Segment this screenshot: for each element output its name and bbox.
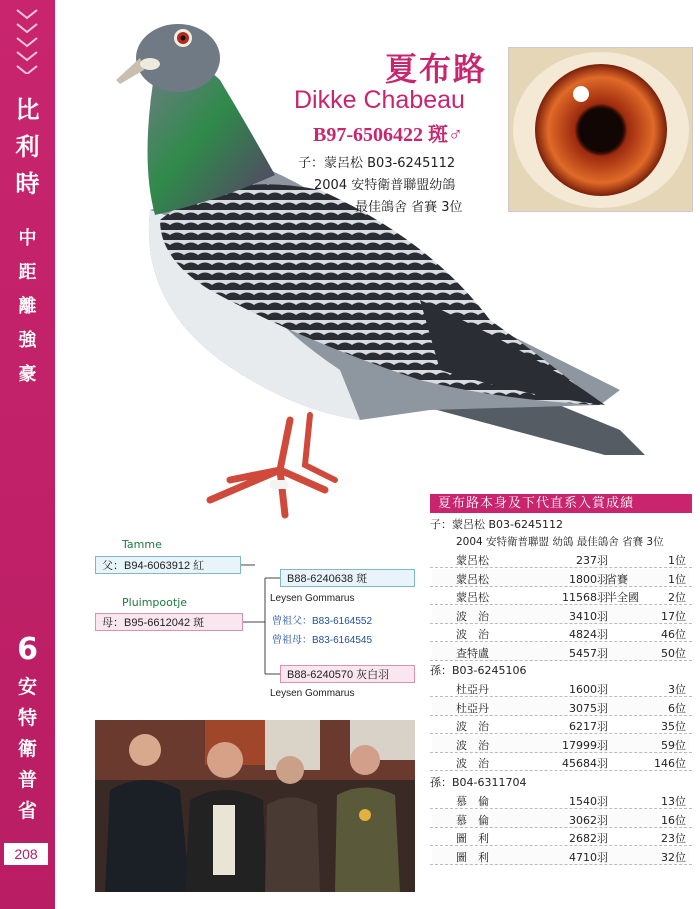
result-pigeon-name: 杜亞丹 — [456, 701, 489, 715]
grandmother-breeder: Leysen Gommarus — [270, 688, 355, 699]
ring-number: B97-6506422 斑♂ — [313, 124, 463, 146]
pigeon-eye-photo — [508, 47, 693, 212]
row-divider — [430, 660, 692, 661]
pigeon-name-english: Dikke Chabeau — [294, 86, 465, 114]
result-pigeon-name: 慕 倫 — [456, 795, 489, 808]
great-grandfather: 曾祖父：B83-6164552 — [272, 616, 373, 627]
great-grandmother: 曾祖母：B83-6164545 — [272, 635, 373, 646]
result-place: 59位 — [661, 738, 686, 752]
result-row — [432, 624, 690, 642]
result-pigeon-name: 慕 倫 — [456, 813, 489, 827]
result-row — [432, 716, 690, 734]
result-row — [432, 791, 690, 809]
result-pigeon-name: 圖 利 — [456, 850, 489, 864]
result-row — [432, 828, 690, 846]
result-place: 6位 — [668, 701, 686, 715]
result-bird-count: 6217羽 — [569, 720, 608, 733]
achievement-line-1: 2004 安特衛普聯盟幼鴿 — [314, 178, 456, 193]
result-race-level: 省賽 — [606, 572, 628, 586]
father-name: Tamme — [122, 538, 162, 551]
result-bird-count: 3075羽 — [569, 701, 608, 715]
sidebar-chapter-number: 6 — [17, 632, 38, 667]
result-place: 23位 — [661, 832, 686, 845]
result-bird-count: 45684羽 — [562, 757, 608, 770]
result-place: 32位 — [661, 850, 686, 864]
result-row — [432, 847, 690, 865]
sidebar-country: 比 利 時 — [15, 96, 40, 198]
offspring-line: 子：蒙呂松 B03-6245112 — [298, 156, 456, 171]
row-divider — [430, 770, 692, 771]
result-place: 146位 — [654, 757, 686, 770]
result-bird-count: 4824羽 — [569, 628, 608, 641]
result-row — [432, 587, 690, 605]
result-bird-count: 11568羽 — [562, 591, 608, 604]
result-pigeon-name: 蒙呂松 — [456, 554, 489, 567]
achievement-line-2: 最佳鴿舍 省賽 3位 — [355, 200, 463, 215]
result-bird-count: 237羽 — [576, 554, 608, 567]
pigeon-name-chinese: 夏布路 — [385, 50, 488, 88]
result-row — [432, 753, 690, 771]
grandfather-breeder: Leysen Gommarus — [270, 593, 355, 604]
result-row — [432, 810, 690, 828]
result-bird-count: 4710羽 — [569, 850, 608, 864]
result-row — [432, 679, 690, 697]
result-row — [432, 569, 690, 587]
result-bird-count: 3062羽 — [569, 813, 608, 827]
result-bird-count: 17999羽 — [562, 738, 608, 752]
grandmother-box: B88-6240570 灰白羽 — [280, 665, 415, 683]
result-pigeon-name: 波 治 — [456, 720, 489, 733]
result-place: 13位 — [661, 795, 686, 808]
result-pigeon-name: 蒙呂松 — [456, 591, 489, 604]
results-header: 夏布路本身及下代直系入賞成績 — [430, 494, 692, 513]
sidebar — [0, 0, 55, 909]
results-section-3: 孫：B04-6311704 — [430, 776, 527, 789]
result-place: 2位 — [668, 591, 686, 604]
results-section-1-note: 2004 安特衛普聯盟 幼鴿 最佳鴿舍 省賽 3位 — [456, 536, 664, 548]
result-bird-count: 1800羽 — [569, 572, 608, 586]
result-place: 3位 — [668, 683, 686, 696]
result-pigeon-name: 波 治 — [456, 628, 489, 641]
result-place: 50位 — [661, 646, 686, 660]
result-bird-count: 5457羽 — [569, 646, 608, 660]
result-row — [432, 698, 690, 716]
results-section-2: 孫：B03-6245106 — [430, 664, 527, 677]
mother-name: Pluimpootje — [122, 596, 188, 609]
result-pigeon-name: 查特盧 — [456, 646, 489, 660]
result-row — [432, 643, 690, 661]
result-bird-count: 3410羽 — [569, 609, 608, 623]
result-bird-count: 1600羽 — [569, 683, 608, 696]
result-pigeon-name: 杜亞丹 — [456, 683, 489, 696]
result-race-level: 半全國 — [606, 591, 639, 604]
result-place: 35位 — [661, 720, 686, 733]
decorative-chevrons — [14, 4, 40, 74]
award-ceremony-photo — [95, 720, 415, 892]
result-bird-count: 2682羽 — [569, 832, 608, 845]
father-box: 父：B94-6063912 紅 — [95, 556, 241, 574]
result-pigeon-name: 圖 利 — [456, 832, 489, 845]
grandfather-box: B88-6240638 斑 — [280, 569, 415, 587]
result-place: 17位 — [661, 609, 686, 623]
result-row — [432, 735, 690, 753]
results-section-1: 子：蒙呂松 B03-6245112 — [430, 518, 563, 531]
row-divider — [430, 864, 692, 865]
result-place: 16位 — [661, 813, 686, 827]
result-pigeon-name: 波 治 — [456, 609, 489, 623]
mother-box: 母：B95-6612042 斑 — [95, 613, 243, 631]
result-place: 1位 — [668, 572, 686, 586]
sidebar-subtitle: 中 距 離 強 豪 — [18, 228, 37, 385]
result-pigeon-name: 蒙呂松 — [456, 572, 489, 586]
sidebar-region: 安 特 衛 普 省 — [17, 676, 37, 822]
result-place: 1位 — [668, 554, 686, 567]
result-bird-count: 1540羽 — [569, 795, 608, 808]
result-pigeon-name: 波 治 — [456, 757, 489, 770]
result-pigeon-name: 波 治 — [456, 738, 489, 752]
result-row — [432, 606, 690, 624]
result-row — [432, 550, 690, 568]
page-number: 208 — [4, 843, 48, 865]
result-place: 46位 — [661, 628, 686, 641]
